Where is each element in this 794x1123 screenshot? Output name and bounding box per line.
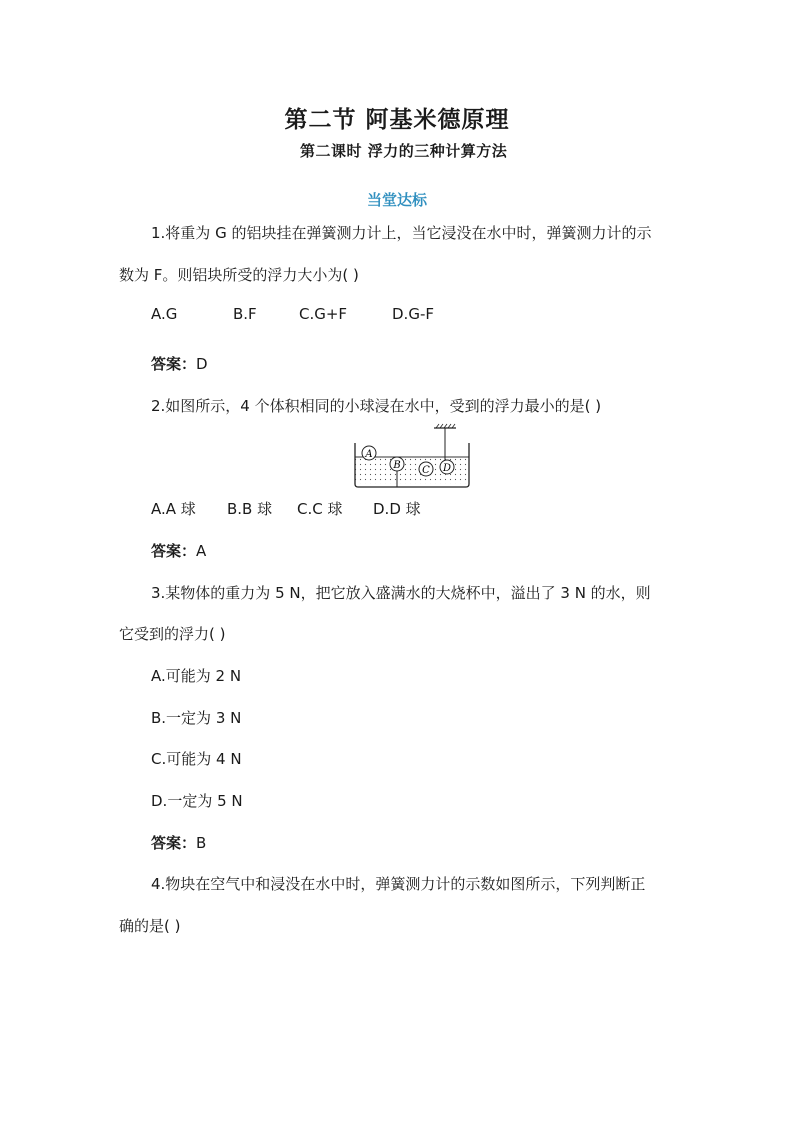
q2-stem-line1: 2.如图所示，4 个体积相同的小球浸在水中，受到的浮力最小的是( ) (151, 397, 602, 415)
q3-stem-line2: 它受到的浮力( ) (119, 625, 226, 643)
q2-option-a[interactable]: A.A 球 (151, 500, 196, 518)
q1-answer (151, 353, 208, 374)
q3-option-b[interactable]: B.一定为 3 N (151, 709, 242, 727)
q3-stem-line1: 3.某物体的重力为 5 N，把它放入盛满水的大烧杯中，溢出了 3 N 的水，则 (151, 584, 651, 602)
q4-stem-line1: 4.物块在空气中和浸没在水中时，弹簧测力计的示数如图所示，下列判断正 (151, 875, 646, 893)
q2-options (151, 498, 421, 519)
label-a: A (365, 449, 373, 460)
section-heading: 当堂达标 (366, 191, 427, 209)
q3-option-c[interactable]: C.可能为 4 N (151, 750, 242, 768)
answer-value: D (196, 355, 208, 373)
page-title: 第二节 阿基米德原理 (284, 106, 510, 133)
label-b: B (393, 460, 401, 471)
q1-stem-line2: 数为 F。则铝块所受的浮力大小为( ) (119, 266, 359, 284)
label-d: D (442, 463, 452, 474)
q2-figure-beaker (344, 423, 480, 491)
q2-option-b[interactable]: B.B 球 (227, 500, 273, 518)
q1-option-b[interactable]: B.F (233, 305, 257, 323)
q1-stem-line1: 1.将重为 G 的铝块挂在弹簧测力计上，当它浸没在水中时，弹簧测力计的示 (151, 224, 652, 242)
page-subtitle: 第二课时 浮力的三种计算方法 (300, 142, 508, 160)
q2-answer (151, 540, 206, 561)
q3-answer (151, 832, 206, 853)
q3-option-a[interactable]: A.可能为 2 N (151, 667, 242, 685)
q1-option-a[interactable]: A.G (151, 305, 178, 323)
answer-label: 答案： (151, 542, 197, 560)
q1-option-c[interactable]: C.G+F (299, 305, 348, 323)
q1-options (151, 305, 434, 323)
label-c: C (422, 465, 430, 476)
q3-option-d[interactable]: D.一定为 5 N (151, 792, 243, 810)
answer-value: B (196, 834, 207, 852)
q2-option-c[interactable]: C.C 球 (297, 500, 343, 518)
answer-label: 答案： (151, 834, 197, 852)
q2-option-d[interactable]: D.D 球 (373, 500, 421, 518)
q1-option-d[interactable]: D.G-F (392, 305, 434, 323)
answer-value: A (196, 542, 207, 560)
answer-label: 答案： (151, 355, 197, 373)
q4-stem-line2: 确的是( ) (119, 917, 181, 935)
